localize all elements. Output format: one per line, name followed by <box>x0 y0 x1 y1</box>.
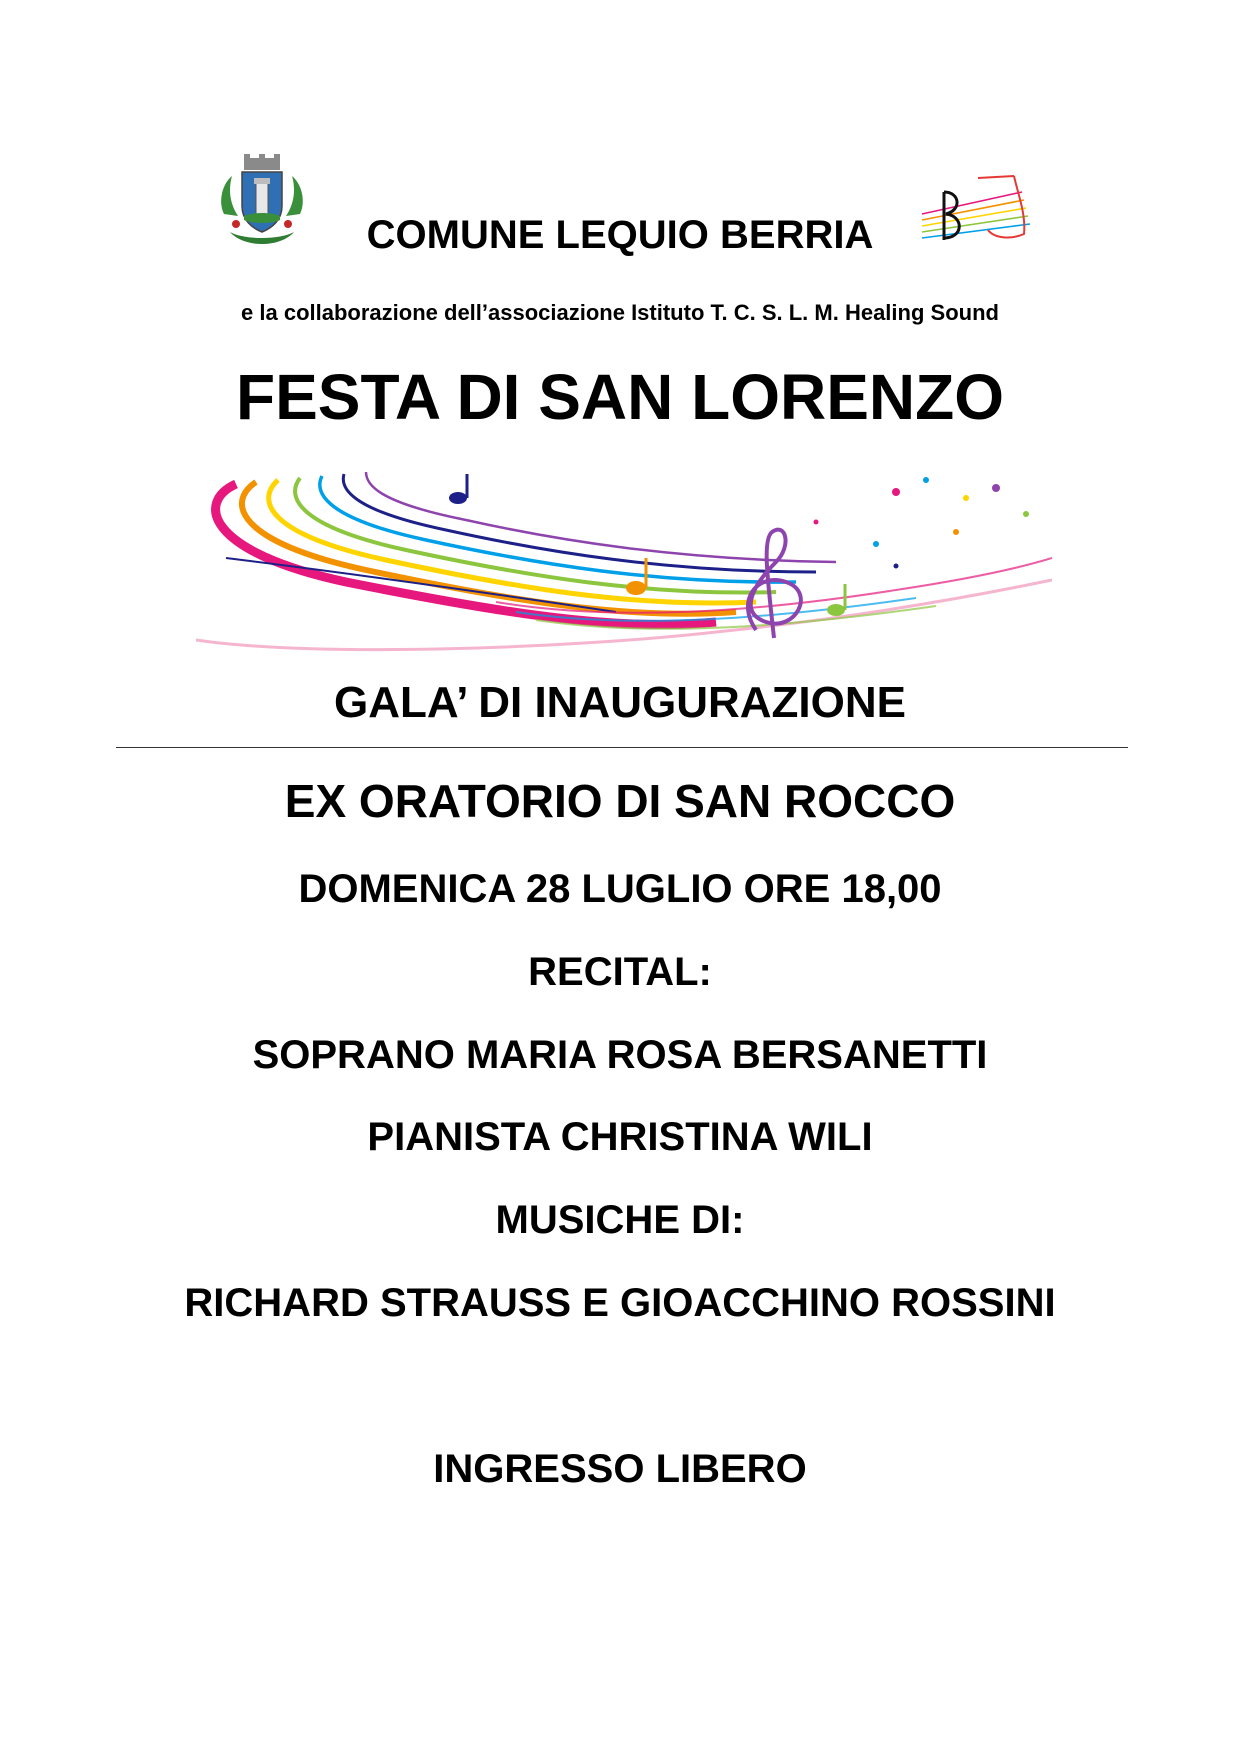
music-label: MUSICHE DI: <box>495 1198 745 1242</box>
municipality-name: COMUNE LEQUIO BERRIA <box>366 213 874 257</box>
recital-label: RECITAL: <box>528 950 712 994</box>
event-subtitle: GALA’ DI INAUGURAZIONE <box>333 678 907 727</box>
divider-rule <box>116 747 1128 748</box>
rainbow-music-staff-banner <box>196 462 1052 656</box>
event-venue: EX ORATORIO DI SAN ROCCO <box>284 775 956 827</box>
soprano-line: SOPRANO MARIA ROSA BERSANETTI <box>252 1033 988 1077</box>
event-title: FESTA DI SAN LORENZO <box>236 361 1004 433</box>
collaboration-line: e la collaborazione dell’associazione Istituto T. C. S. L. M. Healing Sound <box>241 300 999 325</box>
music-staff-logo-icon <box>918 174 1036 258</box>
pianist-line: PIANISTA CHRISTINA WILI <box>367 1115 873 1159</box>
event-datetime: DOMENICA 28 LUGLIO ORE 18,00 <box>298 867 942 911</box>
admission-line: INGRESSO LIBERO <box>433 1447 807 1491</box>
composers-line: RICHARD STRAUSS E GIOACCHINO ROSSINI <box>184 1281 1056 1325</box>
